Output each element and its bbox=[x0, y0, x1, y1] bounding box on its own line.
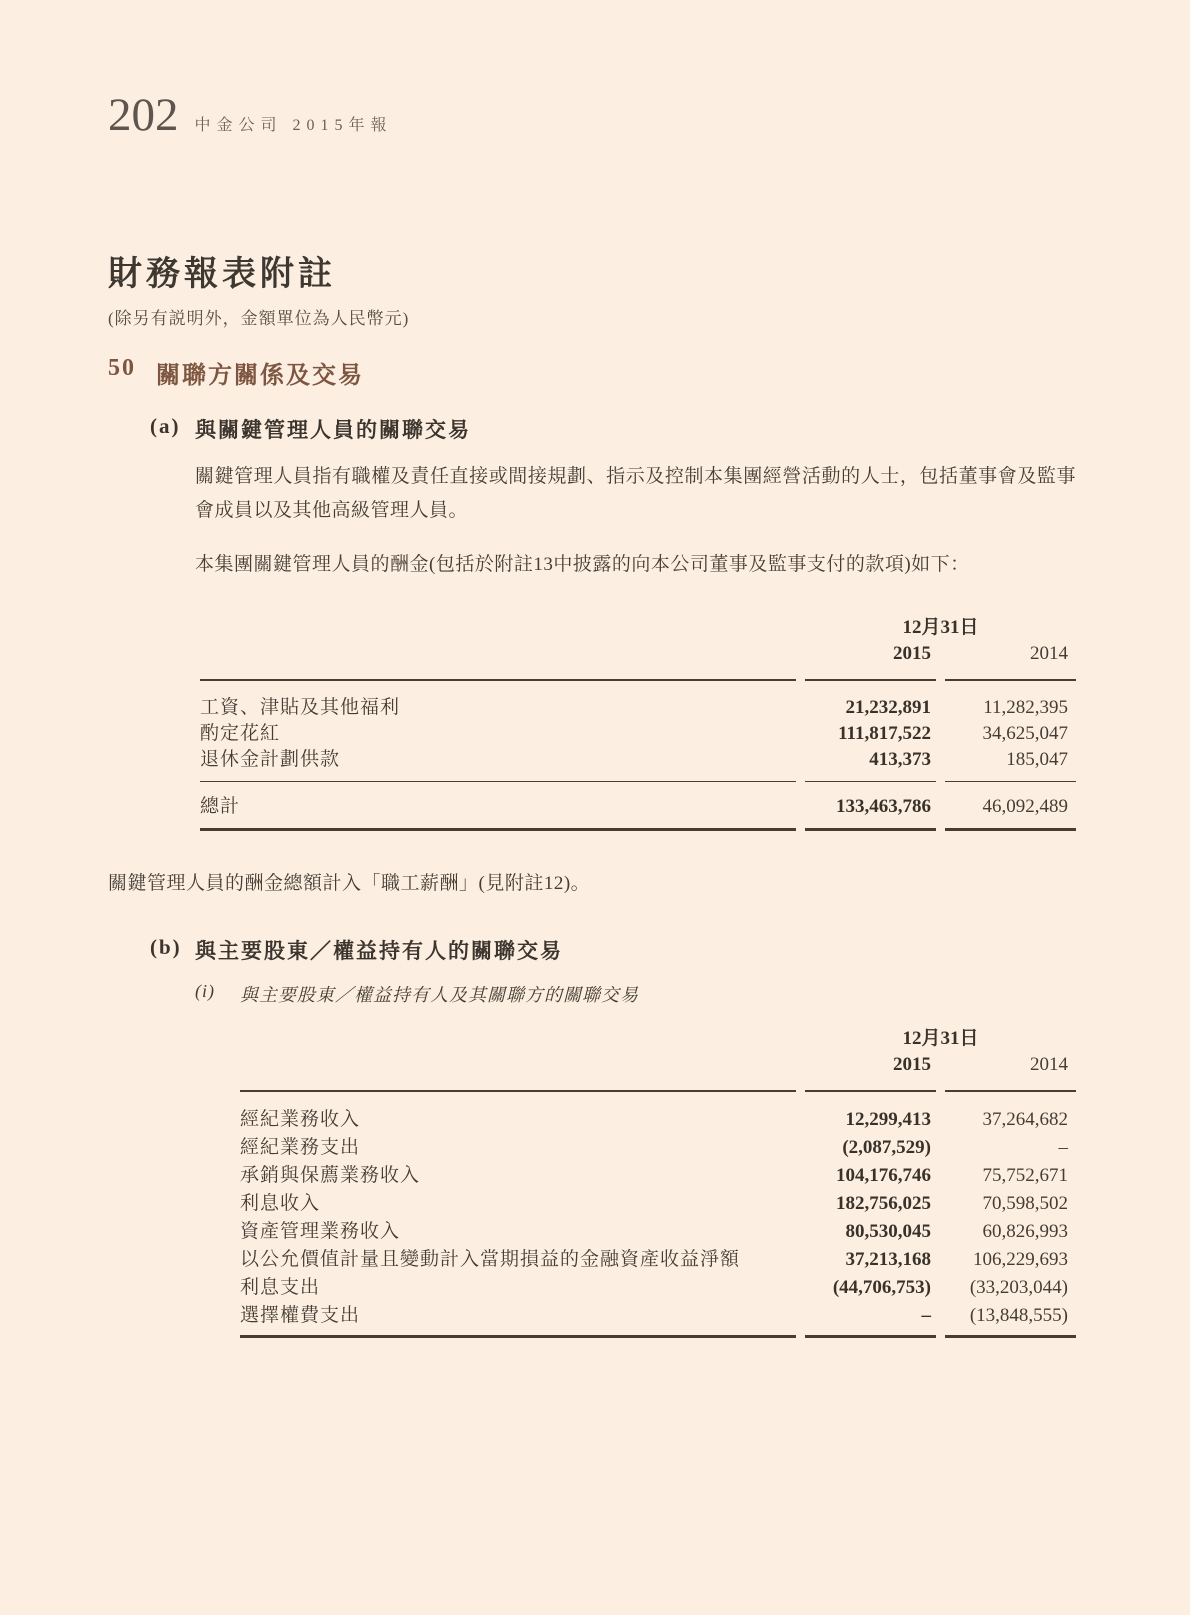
row-label: 利息收入 bbox=[240, 1192, 321, 1214]
row-label: 經紀業務支出 bbox=[240, 1136, 361, 1158]
total-label: 總計 bbox=[200, 795, 241, 817]
row-value-2015: 104,176,746 bbox=[836, 1164, 931, 1186]
table-bottom-rule bbox=[200, 828, 1076, 831]
table-bottom-rule bbox=[240, 1335, 1076, 1338]
row-value-2015: 111,817,522 bbox=[838, 722, 931, 744]
paragraph: 本集團關鍵管理人員的酬金(包括於附註13中披露的向本公司董事及監事支付的款項)如下： bbox=[195, 553, 970, 575]
paragraph: 關鍵管理人員指有職權及責任直接或間接規劃、指示及控制本集團經營活動的人士，包括董事會及監事會成員以及其他高級管理人員。 bbox=[195, 465, 1076, 521]
part-a-body bbox=[195, 460, 1076, 582]
total-value-2015: 133,463,786 bbox=[836, 795, 931, 817]
section-heading bbox=[108, 355, 1076, 390]
part-a-title: 與關鍵管理人員的關聯交易 bbox=[195, 417, 471, 442]
part-a-heading bbox=[150, 414, 1076, 444]
row-value-2014: 70,598,502 bbox=[982, 1192, 1068, 1214]
table-row bbox=[200, 721, 1076, 747]
part-b bbox=[108, 935, 1076, 1338]
table-date-header-row bbox=[240, 1027, 1076, 1052]
row-value-2014: (33,203,044) bbox=[969, 1276, 1068, 1298]
table-body bbox=[200, 681, 1076, 781]
sub-i-title: 與主要股東／權益持有人及其關聯方的關聯交易 bbox=[240, 984, 639, 1005]
column-header-2014: 2014 bbox=[1030, 1053, 1068, 1075]
total-value-2014: 46,092,489 bbox=[982, 795, 1068, 817]
row-value-2015: 21,232,891 bbox=[845, 696, 931, 718]
table-total-section bbox=[200, 782, 1076, 828]
table-row bbox=[240, 1190, 1076, 1218]
row-value-2015: 182,756,025 bbox=[836, 1192, 931, 1214]
column-header-2015: 2015 bbox=[893, 642, 931, 664]
row-value-2014: – bbox=[1058, 1136, 1068, 1158]
row-value-2014: (13,848,555) bbox=[969, 1304, 1068, 1326]
table-row bbox=[240, 1106, 1076, 1134]
sub-section-i bbox=[195, 981, 1076, 1007]
page-title: 財務報表附註 bbox=[108, 256, 336, 293]
remuneration-table bbox=[200, 616, 1076, 831]
row-value-2015: (44,706,753) bbox=[832, 1276, 931, 1298]
table-row bbox=[240, 1274, 1076, 1302]
row-value-2015: 80,530,045 bbox=[845, 1220, 931, 1242]
row-value-2014: 106,229,693 bbox=[973, 1248, 1068, 1270]
row-value-2014: 75,752,671 bbox=[982, 1164, 1068, 1186]
sub-i-label: (i) bbox=[195, 980, 215, 1001]
column-header-2014: 2014 bbox=[1030, 642, 1068, 664]
row-value-2015: 12,299,413 bbox=[845, 1108, 931, 1130]
row-label: 利息支出 bbox=[240, 1276, 321, 1298]
table-row bbox=[240, 1246, 1076, 1274]
column-header-2015: 2015 bbox=[893, 1053, 931, 1075]
section-title: 關聯方關係及交易 bbox=[156, 362, 364, 389]
table-rule bbox=[200, 679, 1076, 681]
part-a-label: (a) bbox=[150, 413, 181, 438]
page-subtitle: (除另有説明外，金額單位為人民幣元) bbox=[108, 308, 410, 328]
row-value-2014: 37,264,682 bbox=[982, 1108, 1068, 1130]
table-total-row bbox=[200, 794, 1076, 820]
part-a bbox=[108, 414, 1076, 901]
paragraph: 關鍵管理人員的酬金總額計入「職工薪酬」(見附註12)。 bbox=[108, 872, 591, 894]
row-label: 以公允價值計量且變動計入當期損益的金融資產收益淨額 bbox=[240, 1248, 741, 1270]
row-value-2014: 185,047 bbox=[1006, 748, 1068, 770]
row-label: 工資、津貼及其他福利 bbox=[200, 696, 401, 718]
shareholder-transactions-table bbox=[240, 1027, 1076, 1338]
row-label: 酌定花紅 bbox=[200, 722, 281, 744]
row-value-2015: (2,087,529) bbox=[842, 1136, 931, 1158]
row-label: 選擇權費支出 bbox=[240, 1304, 361, 1326]
table-date-header: 12月31日 bbox=[902, 1027, 979, 1049]
table-rule bbox=[240, 1090, 1076, 1092]
table-date-header: 12月31日 bbox=[902, 616, 979, 638]
row-value-2014: 34,625,047 bbox=[982, 722, 1068, 744]
row-value-2014: 11,282,395 bbox=[983, 696, 1068, 718]
part-b-label: (b) bbox=[150, 934, 182, 959]
row-value-2015: – bbox=[921, 1304, 931, 1326]
table-year-header-row bbox=[200, 641, 1076, 679]
table-row bbox=[240, 1218, 1076, 1246]
table-date-header-row bbox=[200, 616, 1076, 641]
table-row bbox=[240, 1134, 1076, 1162]
section-number: 50 bbox=[108, 354, 136, 381]
row-label: 資產管理業務收入 bbox=[240, 1220, 401, 1242]
row-label: 退休金計劃供款 bbox=[200, 748, 341, 770]
table-body bbox=[240, 1092, 1076, 1335]
table-year-header-row bbox=[240, 1052, 1076, 1090]
page-header bbox=[108, 0, 1076, 139]
row-value-2015: 37,213,168 bbox=[845, 1248, 931, 1270]
page-number: 202 bbox=[108, 89, 179, 141]
table-row bbox=[200, 695, 1076, 721]
table-rule bbox=[200, 781, 1076, 782]
row-value-2015: 413,373 bbox=[869, 748, 931, 770]
row-label: 承銷與保薦業務收入 bbox=[240, 1164, 421, 1186]
row-label: 經紀業務收入 bbox=[240, 1108, 361, 1130]
table-row bbox=[240, 1302, 1076, 1330]
part-b-title: 與主要股東／權益持有人的關聯交易 bbox=[195, 938, 563, 963]
part-b-heading bbox=[150, 935, 1076, 965]
report-brand: 中金公司 2015年報 bbox=[194, 117, 393, 134]
table-row bbox=[200, 747, 1076, 773]
table-row bbox=[240, 1162, 1076, 1190]
row-value-2014: 60,826,993 bbox=[982, 1220, 1068, 1242]
